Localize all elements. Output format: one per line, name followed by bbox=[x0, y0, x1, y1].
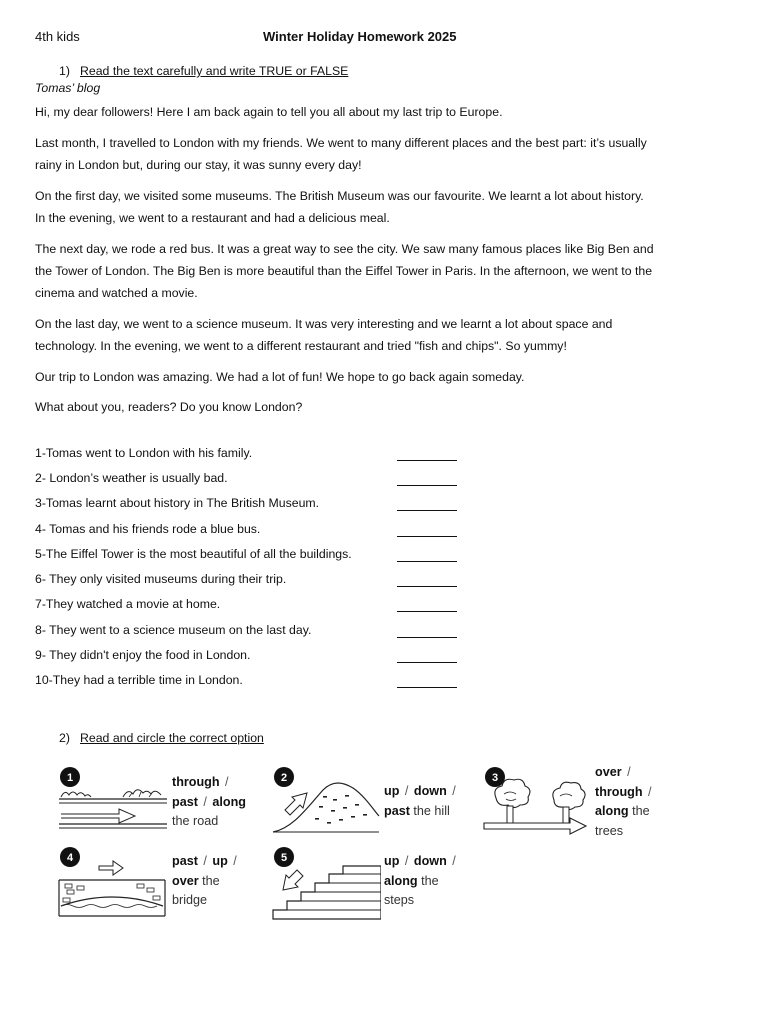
option-up[interactable]: up bbox=[384, 854, 400, 868]
answer-blank-10[interactable] bbox=[397, 687, 457, 688]
option-along[interactable]: along bbox=[384, 873, 418, 888]
item-3-option-line-3: along the bbox=[595, 804, 650, 818]
exercise1-number: 1) bbox=[59, 64, 70, 78]
statement-4: 4- Tomas and his friends rode a blue bus. bbox=[35, 522, 261, 536]
paragraph-3-line-1: On the first day, we visited some museums. The British Museum was our favourite. We learnt a lot about history. bbox=[35, 189, 644, 203]
statement-3: 3-Tomas learnt about history in The British Museum. bbox=[35, 496, 320, 510]
answer-blank-2[interactable] bbox=[397, 485, 457, 486]
option-down[interactable]: down bbox=[413, 784, 447, 798]
option-through[interactable]: through bbox=[595, 784, 643, 799]
item-4-option-line-2: over the bbox=[172, 873, 220, 888]
statement-2: 2- London’s weather is usually bad. bbox=[35, 471, 228, 485]
item-4-option-line-3: bridge bbox=[172, 893, 208, 907]
statement-10: 10-They had a terrible time in London. bbox=[35, 673, 243, 687]
exercise1-instruction: Read the text carefully and write TRUE or FALSE bbox=[80, 64, 349, 78]
paragraph-4-line-1: The next day, we rode a red bus. It was a great way to see the city. We saw many famous places like Big Ben and bbox=[35, 242, 654, 256]
item-1-option-line-2: past / along bbox=[172, 794, 246, 809]
steps-arrow-icon bbox=[271, 846, 381, 922]
answer-blank-9[interactable] bbox=[397, 662, 457, 663]
bridge-arrow-icon bbox=[57, 846, 169, 920]
paragraph-5-line-2: technology. In the evening, we went to a different restaurant and tried "fish and chips". So yummy! bbox=[35, 339, 567, 353]
road-scene-icon bbox=[57, 766, 169, 836]
item-5-options bbox=[384, 852, 458, 911]
option-over[interactable]: over bbox=[595, 765, 622, 779]
item-5-option-line-3: steps bbox=[384, 893, 415, 907]
paragraph-7-line-1: What about you, readers? Do you know London? bbox=[35, 400, 303, 414]
item-1-number: 1 bbox=[66, 772, 74, 784]
answer-blank-1[interactable] bbox=[397, 460, 457, 461]
item-3-number: 3 bbox=[491, 772, 499, 784]
item-5-number: 5 bbox=[280, 852, 288, 864]
item-2-options bbox=[384, 782, 458, 821]
answer-blank-7[interactable] bbox=[397, 611, 457, 612]
answer-blank-4[interactable] bbox=[397, 536, 457, 537]
statement-8: 8- They went to a science museum on the last day. bbox=[35, 623, 312, 637]
exercise2-instruction: Read and circle the correct option bbox=[80, 731, 264, 745]
option-through[interactable]: through bbox=[172, 775, 220, 789]
paragraph-3-line-2: In the evening, we went to a restaurant and had a delicious meal. bbox=[35, 211, 390, 225]
answer-blank-6[interactable] bbox=[397, 586, 457, 587]
answer-blank-3[interactable] bbox=[397, 510, 457, 511]
option-over[interactable]: over bbox=[172, 873, 199, 888]
option-down[interactable]: down bbox=[413, 854, 447, 868]
statement-6: 6- They only visited museums during their trip. bbox=[35, 572, 287, 586]
hill-arrow-icon bbox=[271, 766, 381, 836]
statement-7: 7-They watched a movie at home. bbox=[35, 597, 221, 611]
page-title: Winter Holiday Homework 2025 bbox=[263, 29, 457, 44]
item-3-option-line-2: through / bbox=[595, 784, 652, 799]
option-past[interactable]: past bbox=[384, 803, 410, 818]
statement-1: 1-Tomas went to London with his family. bbox=[35, 446, 253, 460]
option-up[interactable]: up bbox=[384, 784, 400, 798]
paragraph-6-line-1: Our trip to London was amazing. We had a lot of fun! We hope to go back again someday. bbox=[35, 370, 525, 384]
answer-blank-5[interactable] bbox=[397, 561, 457, 562]
option-along[interactable]: along bbox=[212, 794, 246, 809]
option-past[interactable]: past bbox=[172, 854, 198, 868]
class-label: 4th kids bbox=[35, 29, 80, 44]
paragraph-2-line-2: rainy in London but, during our stay, it was sunny every day! bbox=[35, 158, 362, 172]
item-5-option-line-2: along the bbox=[384, 873, 439, 888]
paragraph-4-line-3: cinema and watched a movie. bbox=[35, 286, 198, 300]
trees-arrow-icon bbox=[482, 766, 592, 838]
item-3-options bbox=[595, 763, 654, 841]
blog-title: Tomas’ blog bbox=[35, 81, 101, 95]
option-up[interactable]: up bbox=[212, 854, 228, 868]
option-past[interactable]: past bbox=[172, 794, 198, 809]
item-3-option-line-1: over / bbox=[595, 765, 631, 779]
item-2-option-line-2: past the hill bbox=[384, 803, 450, 818]
paragraph-5-line-1: On the last day, we went to a science museum. It was very interesting and we learnt a lot about space and bbox=[35, 317, 613, 331]
paragraph-2-line-1: Last month, I travelled to London with my friends. We went to many different places and the best part: it’s usually bbox=[35, 136, 647, 150]
item-1-options bbox=[172, 773, 246, 832]
paragraph-4-line-2: the Tower of London. The Big Ben is more beautiful than the Eiffel Tower in Paris. In the afternoon, we went to the bbox=[35, 264, 653, 278]
paragraph-1-line-1: Hi, my dear followers! Here I am back again to tell you all about my last trip to Europe. bbox=[35, 105, 503, 119]
item-4-number: 4 bbox=[66, 852, 74, 864]
answer-blank-8[interactable] bbox=[397, 637, 457, 638]
option-along[interactable]: along bbox=[595, 804, 629, 818]
item-1-option-line-3: the road bbox=[172, 814, 219, 828]
item-5-option-line-1: up / down / bbox=[384, 854, 456, 868]
exercise2-number: 2) bbox=[59, 731, 70, 745]
item-1-option-line-1: through / bbox=[172, 775, 229, 789]
item-4-options bbox=[172, 852, 239, 911]
item-2-number: 2 bbox=[280, 772, 288, 784]
statement-5: 5-The Eiffel Tower is the most beautiful of all the buildings. bbox=[35, 547, 352, 561]
statement-9: 9- They didn't enjoy the food in London. bbox=[35, 648, 251, 662]
item-3-option-line-4: trees bbox=[595, 823, 623, 838]
item-4-option-line-1: past / up / bbox=[172, 854, 237, 868]
item-2-option-line-1: up / down / bbox=[384, 784, 456, 798]
